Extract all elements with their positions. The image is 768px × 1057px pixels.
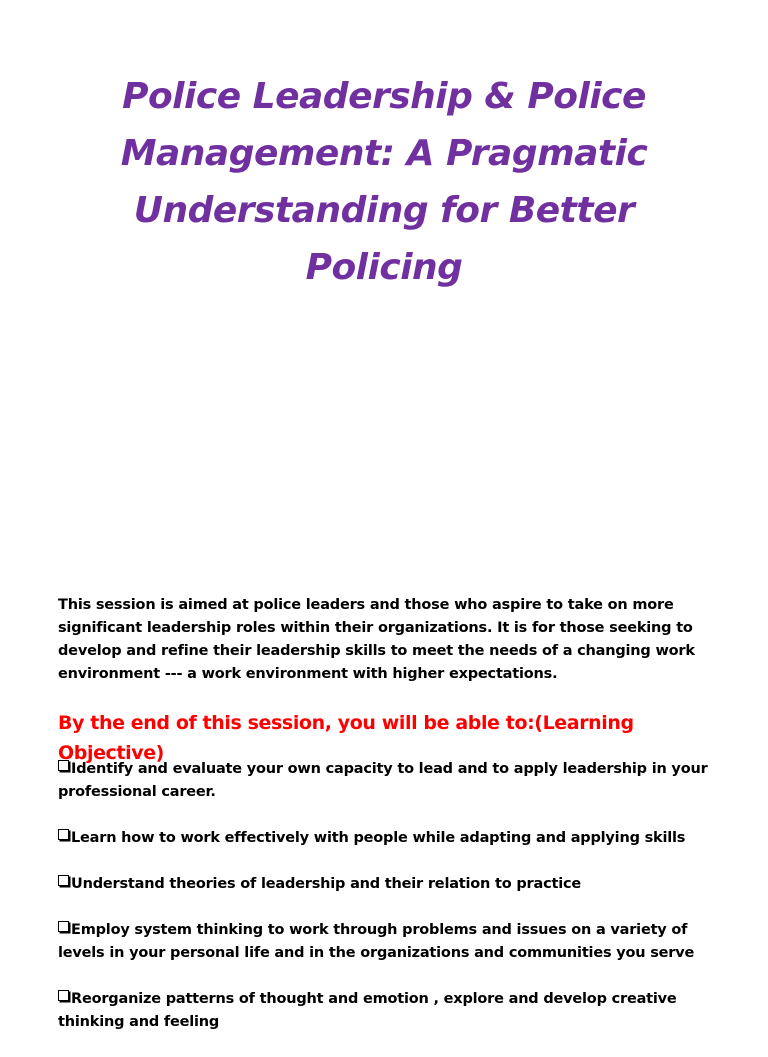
document-title: Police Leadership & Police Management: A Pragmatic Understanding for Better Policing [120, 76, 648, 288]
checkbox-icon [58, 875, 69, 886]
checkbox-icon [58, 829, 69, 840]
objective-text: Reorganize patterns of thought and emotion , explore and develop creative thinking and feeling [58, 991, 677, 1030]
learning-objectives-heading: By the end of this session, you will be able to:(Learning Objective) [58, 712, 634, 764]
objective-text: Learn how to work effectively with people while adapting and applying skills [71, 830, 686, 846]
objective-text: Identify and evaluate your own capacity to lead and to apply leadership in your professional career. [58, 761, 708, 800]
checkbox-icon [58, 760, 69, 771]
objective-text: Understand theories of leadership and their relation to practice [71, 876, 582, 892]
checkbox-icon [58, 921, 69, 932]
objective-item [58, 827, 718, 850]
objective-item [58, 988, 718, 1034]
intro-paragraph: This session is aimed at police leaders and those who aspire to take on more significant leadership roles within their organizations. It is for those seeking to develop and refine their leadership skills to meet the needs of a changing work environment --- a work environment with higher expectations. [58, 597, 695, 682]
learning-objectives-list [58, 758, 718, 1057]
checkbox-icon [58, 990, 69, 1001]
objective-item [58, 873, 718, 896]
objective-text: Employ system thinking to work through problems and issues on a variety of levels in your personal life and in the organizations and communities you serve [58, 922, 695, 961]
objective-item [58, 758, 718, 804]
objective-item [58, 919, 718, 965]
